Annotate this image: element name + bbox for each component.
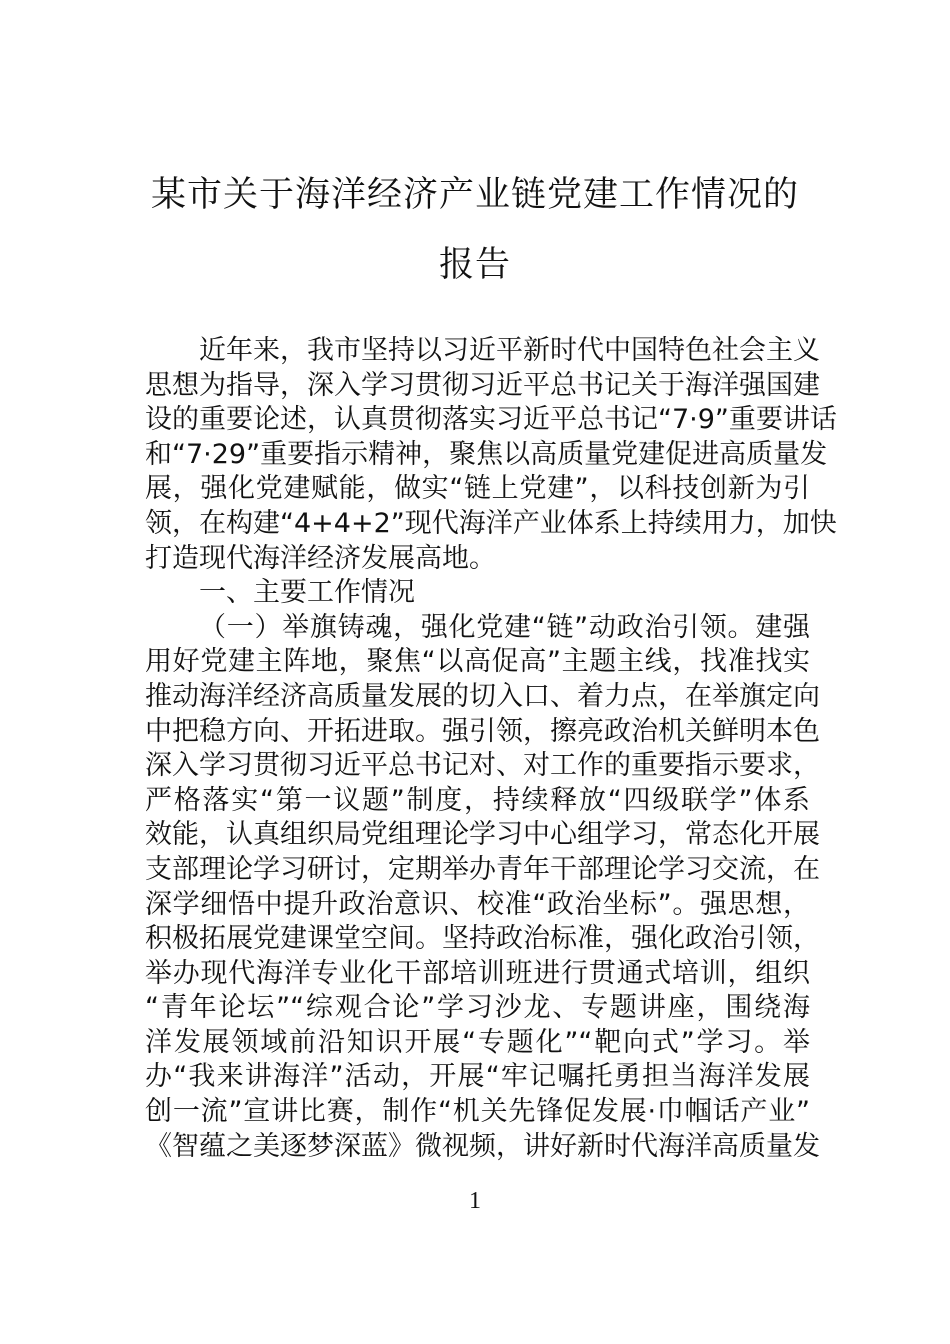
text-line: 效能，认真组织局党组理论学习中心组学习，常态化开展 xyxy=(145,819,820,851)
text-line: 推动海洋经济高质量发展的切入口、着力点，在举旗定向 xyxy=(145,680,820,712)
text-line: 深学细悟中提升政治意识、校准“政治坐标”。强思想， xyxy=(145,888,810,920)
text-line: 办“我来讲海洋”活动，开展“牢记嘱托勇担当海洋发展 xyxy=(145,1061,810,1093)
text-line: 用好党建主阵地，聚焦“以高促高”主题主线，找准找实 xyxy=(145,646,810,678)
text-line: 洋发展领域前沿知识开展“专题化”“靶向式”学习。举 xyxy=(145,1026,810,1058)
document-body xyxy=(145,334,837,1164)
text-line: 中把稳方向、开拓进取。强引领，擦亮政治机关鲜明本色 xyxy=(145,715,820,747)
text-line: 严格落实“第一议题”制度，持续释放“四级联学”体系 xyxy=(145,784,810,816)
text-line: 和“7·29”重要指示精神，聚焦以高质量党建促进高质量发 xyxy=(145,438,828,470)
text-line: 举办现代海洋专业化干部培训班进行贯通式培训，组织 xyxy=(145,957,810,989)
text-line: 一、主要工作情况 xyxy=(199,577,415,609)
text-line: 领，在构建“4+4+2”现代海洋产业体系上持续用力，加快 xyxy=(145,507,837,539)
text-line: 思想为指导，深入学习贯彻习近平总书记关于海洋强国建 xyxy=(145,369,820,401)
text-line: 打造现代海洋经济发展高地。 xyxy=(145,542,496,574)
text-line: 积极拓展党建课堂空间。坚持政治标准，强化政治引领， xyxy=(145,923,820,955)
text-line: 《智蕴之美逐梦深蓝》微视频，讲好新时代海洋高质量发 xyxy=(145,1130,820,1162)
text-line: 创一流”宣讲比赛，制作“机关先锋促发展·巾帼话产业” xyxy=(145,1096,810,1128)
document-title-line-1: 某市关于海洋经济产业链党建工作情况的 xyxy=(150,175,799,215)
text-line: 深入学习贯彻习近平总书记对、对工作的重要指示要求， xyxy=(145,750,820,782)
text-line: “青年论坛”“综观合论”学习沙龙、专题讲座，围绕海 xyxy=(145,992,810,1024)
text-line: 设的重要论述，认真贯彻落实习近平总书记“7·9”重要讲话 xyxy=(145,404,837,436)
text-line: （一）举旗铸魂，强化党建“链”动政治引领。建强 xyxy=(199,611,810,643)
page-number: 1 xyxy=(469,1188,481,1214)
text-line: 展，强化党建赋能，做实“链上党建”，以科技创新为引 xyxy=(145,473,810,505)
document-title-line-2: 报告 xyxy=(438,245,511,285)
text-line: 近年来，我市坚持以习近平新时代中国特色社会主义 xyxy=(199,335,820,366)
text-line: 支部理论学习研讨，定期举办青年干部理论学习交流，在 xyxy=(145,853,820,885)
